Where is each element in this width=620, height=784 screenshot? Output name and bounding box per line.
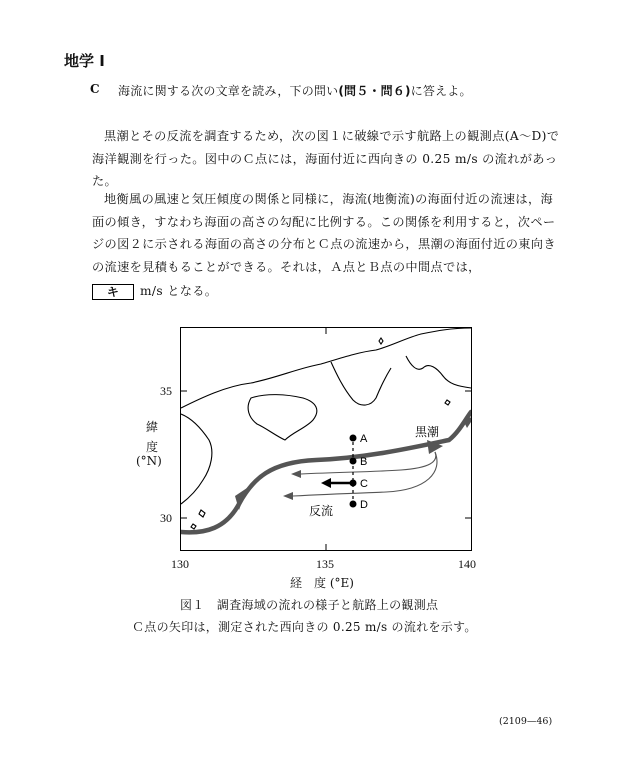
point-d-marker [350, 501, 357, 508]
y-axis-label-1: 緯 [146, 420, 159, 434]
figure-note: Ｃ点の矢印は，測定された西向きの 0.25 m/s の流れを示す。 [132, 620, 477, 634]
question-ref: (問５・問６) [338, 84, 411, 98]
c-velocity-arrowhead [321, 478, 331, 488]
point-b-label: B [360, 456, 368, 468]
kuroshio-label: 黒潮 [415, 425, 440, 439]
x-axis-label: 経 度 (°E) [290, 576, 354, 590]
lon-tick-140: 140 [458, 557, 476, 571]
map-svg [181, 328, 471, 550]
counter-arrowhead-1 [291, 470, 301, 478]
answer-suffix: m/s となる。 [140, 284, 218, 298]
y-axis-label-2: 度 [146, 440, 159, 454]
answer-box: キ [92, 284, 134, 300]
point-a-label: A [360, 433, 368, 445]
y-axis-unit: (°N) [136, 454, 162, 468]
section-intro-end: に答えよ。 [410, 84, 472, 98]
subject-heading: 地学 I [64, 52, 105, 70]
section-letter: C [90, 82, 100, 96]
lon-tick-130: 130 [171, 557, 189, 571]
lat-tick-35: 35 [160, 384, 172, 398]
figure-caption: 図１ 調査海域の流れの様子と航路上の観測点 [180, 598, 439, 612]
page-code: (2109—46) [499, 716, 553, 727]
point-c-label: C [360, 478, 368, 490]
map-frame [180, 327, 472, 551]
paragraph-1: 黒潮とその反流を調査するため，次の図１に破線で示す航路上の観測点(A～D)で海洋観測を行った。図中のＣ点には，海面付近に西向きの 0.25 m/s の流れがあった。 [92, 129, 560, 188]
paragraph-2 [92, 188, 562, 303]
section-intro-text: 海流に関する次の文章を読み，下の問い [118, 84, 339, 98]
counter-current-label: 反流 [309, 504, 334, 518]
point-d-label: D [360, 499, 368, 511]
section-intro [118, 82, 472, 99]
point-a-marker [350, 435, 357, 442]
counter-arrowhead-2 [283, 492, 293, 500]
lon-tick-135: 135 [316, 557, 334, 571]
paragraph-2-text: 地衡風の風速と気圧傾度の関係と同様に，海流(地衡流)の海面付近の流速は，海面の傾き，すなわち海面の高さの勾配に比例する。この関係を利用すると，次ページの図２に示される海面の高さの分布とＣ点の流速から，黒潮の海面付近の東向きの流速を見積もることができる。それは，Ａ点とＢ点の中間点では， [92, 192, 556, 274]
answer-line [92, 280, 562, 303]
point-b-marker [350, 458, 357, 465]
lat-tick-30: 30 [160, 511, 172, 525]
